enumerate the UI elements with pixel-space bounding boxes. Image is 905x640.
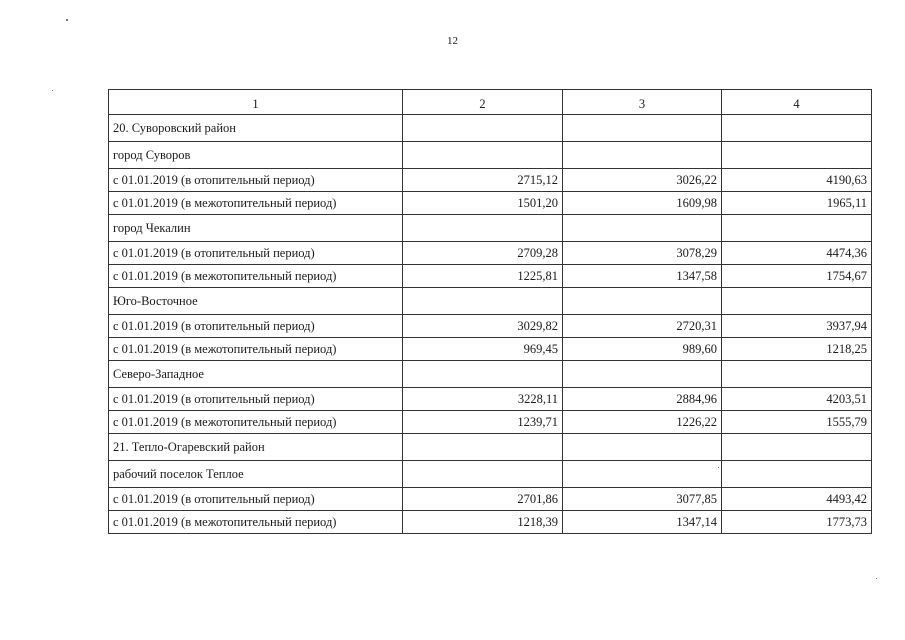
value-cell: 1225,81 <box>403 265 563 288</box>
value-cell: 1609,98 <box>563 192 722 215</box>
value-cell: 4203,51 <box>722 388 872 411</box>
tariff-table <box>108 89 872 534</box>
table-row <box>109 488 872 511</box>
row-label: с 01.01.2019 (в межотопительный период) <box>109 192 403 215</box>
table-row <box>109 169 872 192</box>
value-cell: 2715,12 <box>403 169 563 192</box>
page-number: 12 <box>447 35 458 47</box>
value-cell: 3228,11 <box>403 388 563 411</box>
empty-cell <box>722 361 872 388</box>
empty-cell <box>403 361 563 388</box>
empty-cell <box>563 115 722 142</box>
value-cell: 3937,94 <box>722 315 872 338</box>
value-cell: 2884,96 <box>563 388 722 411</box>
table-row <box>109 411 872 434</box>
table-row <box>109 388 872 411</box>
row-label: с 01.01.2019 (в отопительный период) <box>109 488 403 511</box>
section-row <box>109 434 872 461</box>
section-label: город Суворов <box>109 142 403 169</box>
empty-cell <box>722 215 872 242</box>
value-cell: 1218,39 <box>403 511 563 534</box>
value-cell: 2720,31 <box>563 315 722 338</box>
value-cell: 969,45 <box>403 338 563 361</box>
scan-speck <box>66 19 68 21</box>
column-header: 3 <box>563 90 722 115</box>
row-label: с 01.01.2019 (в отопительный период) <box>109 315 403 338</box>
section-label: Северо-Западное <box>109 361 403 388</box>
empty-cell <box>403 115 563 142</box>
value-cell: 1555,79 <box>722 411 872 434</box>
empty-cell <box>563 142 722 169</box>
section-label: 21. Тепло-Огаревский район <box>109 434 403 461</box>
table-row <box>109 192 872 215</box>
row-label: с 01.01.2019 (в отопительный период) <box>109 169 403 192</box>
empty-cell <box>563 215 722 242</box>
value-cell: 3029,82 <box>403 315 563 338</box>
value-cell: 1754,67 <box>722 265 872 288</box>
section-row <box>109 215 872 242</box>
empty-cell <box>563 288 722 315</box>
section-row <box>109 461 872 488</box>
scan-speck <box>52 90 53 91</box>
empty-cell <box>403 434 563 461</box>
value-cell: 1773,73 <box>722 511 872 534</box>
value-cell: 1218,25 <box>722 338 872 361</box>
empty-cell <box>403 288 563 315</box>
empty-cell <box>563 461 722 488</box>
empty-cell <box>403 142 563 169</box>
row-label: с 01.01.2019 (в межотопительный период) <box>109 338 403 361</box>
empty-cell <box>563 361 722 388</box>
row-label: с 01.01.2019 (в межотопительный период) <box>109 411 403 434</box>
value-cell: 1501,20 <box>403 192 563 215</box>
scan-speck <box>876 578 877 579</box>
section-row <box>109 142 872 169</box>
row-label: с 01.01.2019 (в межотопительный период) <box>109 265 403 288</box>
table-row <box>109 338 872 361</box>
value-cell: 1239,71 <box>403 411 563 434</box>
empty-cell <box>563 434 722 461</box>
section-label: рабочий поселок Теплое <box>109 461 403 488</box>
column-header: 2 <box>403 90 563 115</box>
empty-cell <box>722 142 872 169</box>
value-cell: 2709,28 <box>403 242 563 265</box>
value-cell: 4493,42 <box>722 488 872 511</box>
table-row <box>109 511 872 534</box>
value-cell: 1347,14 <box>563 511 722 534</box>
section-label: Юго-Восточное <box>109 288 403 315</box>
row-label: с 01.01.2019 (в отопительный период) <box>109 388 403 411</box>
value-cell: 1226,22 <box>563 411 722 434</box>
section-label: город Чекалин <box>109 215 403 242</box>
value-cell: 3077,85 <box>563 488 722 511</box>
table-row <box>109 315 872 338</box>
row-label: с 01.01.2019 (в межотопительный период) <box>109 511 403 534</box>
column-header: 1 <box>109 90 403 115</box>
value-cell: 3078,29 <box>563 242 722 265</box>
value-cell: 3026,22 <box>563 169 722 192</box>
value-cell: 989,60 <box>563 338 722 361</box>
empty-cell <box>403 215 563 242</box>
table-row <box>109 242 872 265</box>
column-header: 4 <box>722 90 872 115</box>
scan-speck <box>718 467 719 468</box>
empty-cell <box>722 115 872 142</box>
row-label: с 01.01.2019 (в отопительный период) <box>109 242 403 265</box>
empty-cell <box>722 434 872 461</box>
empty-cell <box>722 288 872 315</box>
value-cell: 4190,63 <box>722 169 872 192</box>
section-row <box>109 361 872 388</box>
empty-cell <box>403 461 563 488</box>
value-cell: 2701,86 <box>403 488 563 511</box>
table-row <box>109 265 872 288</box>
value-cell: 4474,36 <box>722 242 872 265</box>
value-cell: 1965,11 <box>722 192 872 215</box>
section-row <box>109 288 872 315</box>
section-label: 20. Суворовский район <box>109 115 403 142</box>
value-cell: 1347,58 <box>563 265 722 288</box>
section-row <box>109 115 872 142</box>
empty-cell <box>722 461 872 488</box>
table-header-row <box>109 90 872 115</box>
